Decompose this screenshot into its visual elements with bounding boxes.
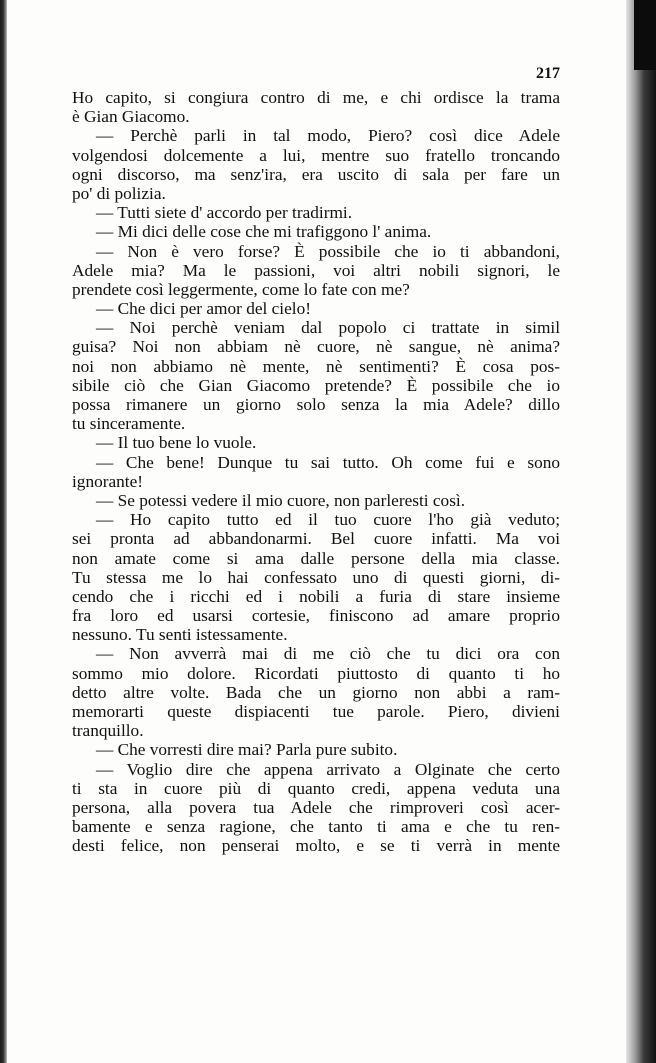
text-line: persona, alla povera tua Adele che rimproveri così acer- [72, 797, 560, 817]
text-line: — Che vorresti dire mai? Parla pure subito. [96, 740, 398, 760]
text-line: Ho capito, si congiura contro di me, e chi ordisce la trama [72, 88, 560, 107]
text-line: sei pronta ad abbandonarmi. Bel cuore infatti. Ma voi [72, 529, 560, 549]
text-line: — Noi perchè veniam dal popolo ci trattate in simil [96, 318, 560, 338]
text-line: tranquillo. [72, 721, 144, 741]
text-line: volgendosi dolcemente a lui, mentre suo fratello troncando [72, 145, 560, 165]
text-line: prendete così leggermente, come lo fate con me? [72, 279, 410, 299]
text-line: detto altre volte. Bada che un giorno non abbi a ram- [72, 682, 560, 702]
text-line: — Che dici per amor del cielo! [96, 299, 311, 319]
text-line: — Perchè parli in tal modo, Piero? così dice Adele [96, 126, 560, 146]
text-line: noi non abbiamo nè mente, nè sentimenti? È cosa pos- [72, 356, 560, 376]
text-line: ti sta in cuore più di quanto credi, appena veduta una [72, 778, 560, 798]
text-line: tu sinceramente. [72, 414, 186, 434]
text-line: — Il tuo bene lo vuole. [96, 433, 257, 453]
text-line: guisa? Noi non abbiam nè cuore, nè sangue, nè anima? [72, 337, 560, 357]
text-line: cendo che i ricchi ed i nobili a furia di stare insieme [72, 586, 560, 606]
book-page [72, 62, 560, 856]
text-line: memorarti queste dispiacenti tue parole. Piero, divieni [72, 702, 560, 721]
text-line: — Mi dici delle cose che mi trafiggono l' anima. [96, 222, 432, 242]
text-line: — Non avverrà mai di me ciò che tu dici ora con [96, 644, 560, 664]
text-line: Tu stessa me lo hai confessato uno di questi giorni, di- [72, 567, 560, 587]
text-line: è Gian Giacomo. [72, 107, 190, 127]
text-line: Adele mia? Ma le passioni, voi altri nobili signori, le [72, 260, 560, 280]
text-line: — Voglio dire che appena arrivato a Olginate che certo [96, 759, 560, 779]
text-line: — Non è vero forse? È possibile che io ti abbandoni, [96, 241, 560, 261]
text-line: — Ho capito tutto ed il tuo cuore l'ho già veduto; [96, 510, 560, 530]
scan-edge-left [0, 0, 7, 1063]
text-line: sibile ciò che Gian Giacomo pretende? È possibile che io [72, 375, 560, 395]
text-line: ogni discorso, ma senz'ira, era uscito di sala per fare un [72, 164, 560, 184]
text-line: possa rimanere un giorno solo senza la mia Adele? dillo [72, 395, 560, 414]
text-line: fra loro ed usarsi cortesie, finiscono ad amare proprio [72, 606, 560, 626]
text-line: desti felice, non penserai molto, e se ti verrà in mente [72, 836, 560, 856]
text-line: ignorante! [72, 471, 144, 491]
text-line: — Che bene! Dunque tu sai tutto. Oh come fui e sono [96, 452, 560, 472]
page-number: 217 [536, 65, 560, 82]
scan-edge-right [626, 0, 656, 1063]
text-line: non amate come si ama dalle persone della mia classe. [72, 548, 560, 568]
text-line: — Tutti siete d' accordo per tradirmi. [96, 203, 353, 223]
body-text [72, 88, 560, 856]
text-line: — Se potessi vedere il mio cuore, non parleresti così. [96, 490, 466, 510]
scan-edge-corner [634, 0, 656, 70]
text-line: bamente e senza ragione, che tanto ti ama e che tu ren- [72, 817, 560, 837]
text-line: nessuno. Tu senti istessamente. [72, 625, 288, 645]
text-line: sommo mio dolore. Ricordati piuttosto di quanto ti ho [72, 663, 560, 683]
text-line: po' di polizia. [72, 183, 166, 203]
